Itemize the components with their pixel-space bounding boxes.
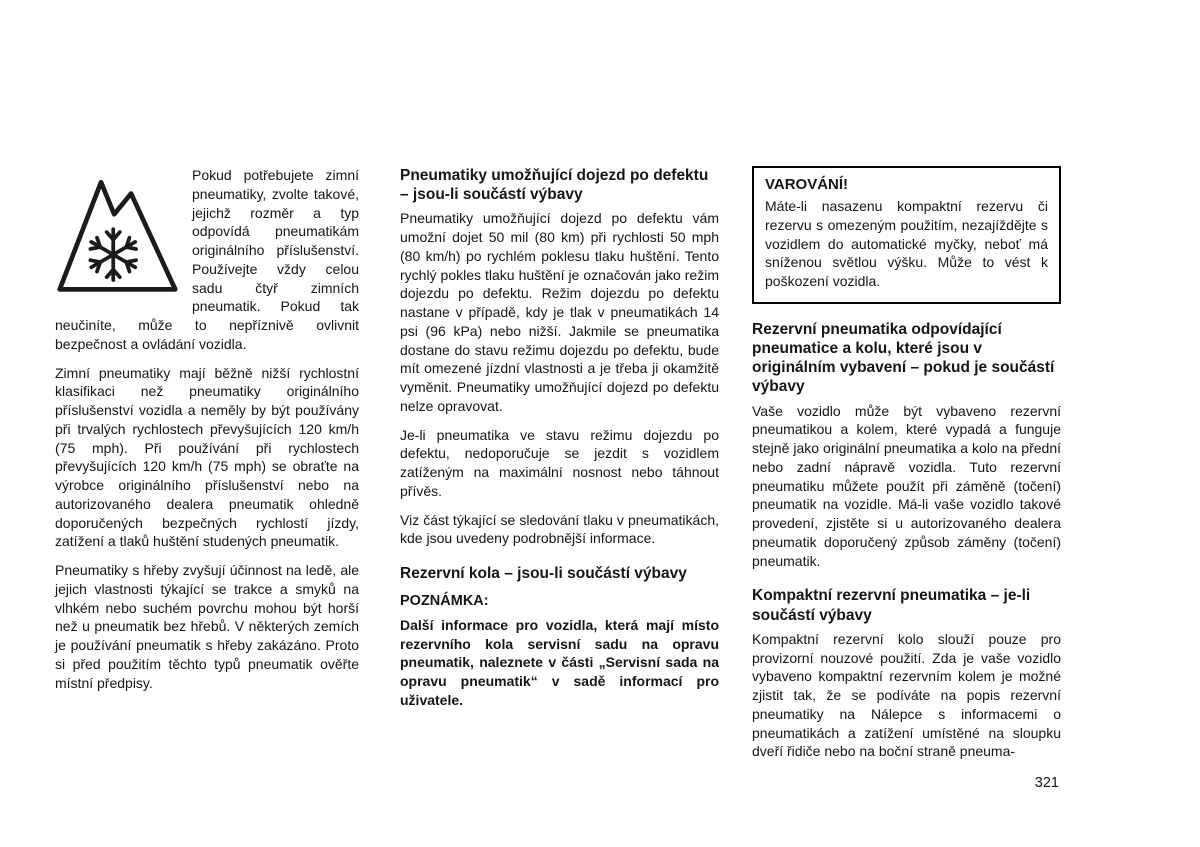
paragraph-winter-tires-intro: Pokud potřebujete zimní pneumatiky, zvolte takové, jejichž rozměr a typ odpovídá pneumatikám originálního příslušenství. Používejte vždy celou sadu čtyř zimních pneumatik. Pokud tak neučiníte, může to nepříznivě ovlivnit bezpečnost a ovládání vozidla.: [55, 167, 359, 352]
paragraph-runflat-3: Viz část týkající se sledování tlaku v pneumatikách, kde jsou uvedeny podrobnější informace.: [400, 511, 719, 547]
section-heading-compact-spare: Kompaktní rezervní pneumatika – je-li součástí výbavy: [752, 587, 1031, 624]
warning-box: [752, 166, 1061, 304]
section-heading-runflat: Pneumatiky umožňující dojezd po defektu – jsou-li součástí výbavy: [400, 167, 709, 204]
section-heading-matching-spare: Rezervní pneumatika odpovídající pneumatice a kolu, které jsou v originálním vybavení – pokud je součástí výbavy: [752, 320, 1055, 396]
paragraph-runflat-1: Pneumatiky umožňující dojezd po defektu vám umožní dojet 50 mil (80 km) při rychlosti 50 mph (80 km/h) po rychlém poklesu tlaku huštění. Tento rychlý pokles tlaku huštění je označován jako režim dojezdu po defektu. Režim dojezdu po defektu nastane v případě, kdy je tlak v pneumatikách 14 psi (96 kPa) nebo nižší. Jakmile se pneumatika dostane do stavu režimu dojezdu po defektu, bude mít omezené jízdní vlastnosti a je třeba ji okamžitě vyměnit. Pneumatiky umožňující dojezd po defektu nelze opravovat.: [400, 210, 719, 414]
middle-column: [400, 166, 719, 710]
section-heading-spare-wheels: Rezervní kola – jsou-li součástí výbavy: [400, 565, 687, 583]
warning-text: Máte-li nasazenu kompaktní rezervu či rezervu s omezeným použitím, nezajíždějte s vozidlem do automatické myčky, neboť má sníženou světlou výšku. Může to vést k poškození vozidla.: [765, 198, 1048, 289]
winter-tire-snowflake-icon: [55, 172, 179, 294]
paragraph-studded-tires: Pneumatiky s hřeby zvyšují účinnost na ledě, ale jejich vlastnosti týkající se trakce a smyků na vlhkém nebo suchém povrchu mohou být horší než u pneumatik bez hřebů. V některých zemích je používání pneumatik s hřeby zakázáno. Proto si před použitím těchto typů pneumatik ověřte místní předpisy.: [55, 562, 359, 691]
paragraph-matching-spare: Vaše vozidlo může být vybaveno rezervní pneumatikou a kolem, které vypadá a funguje stejně jako originální pneumatika a kolo na přední nebo zadní nápravě vozidla. Tuto rezervní pneumatiku můžete použít při záměně (točení) pneumatik na vozidle. Má-li vaše vozidlo takové provedení, zjistěte si u autorizovaného dealera pneumatik doporučený způsob záměny (točení) pneumatik.: [752, 402, 1061, 569]
paragraph-runflat-2: Je-li pneumatika ve stavu režimu dojezdu po defektu, nedoporučuje se jezdit s vozidlem zatíženým na maximální nosnost nebo táhnout přívěs.: [400, 426, 719, 499]
paragraph-winter-tires-speed: Zimní pneumatiky mají běžně nižší rychlostní klasifikaci než pneumatiky originálního příslušenství vozidla a neměly by být používány při trvalých rychlostech převyšujících 120 km/h (75 mph). Při používání při rychlostech převyšujících 120 km/h (75 mph) se obraťte na výrobce originálního příslušenství nebo na autorizovaného dealera pneumatik ohledně doporučených bezpečných rychlostí jízdy, zatížení a tlaků huštění studených pneumatik.: [55, 364, 359, 550]
right-column: [752, 166, 1061, 791]
paragraph-compact-spare: Kompaktní rezervní kolo slouží pouze pro provizorní nouzové použití. Zda je vaše vozidlo vybaveno kompaktní rezervním kolem je možné zjistit tak, že se podíváte na popis rezervní pneumatiky na Nálepce s informacemi o pneumatikách a zatížení umístěné na sloupku dveří řidiče nebo na boční straně pneuma-: [752, 630, 1061, 760]
winter-tire-intro-block: [55, 166, 359, 354]
warning-title: VAROVÁNÍ!: [765, 176, 849, 193]
note-paragraph: Další informace pro vozidla, která mají místo rezervního kola servisní sadu na opravu pneumatik, naleznete v části „Servisní sada na opravu pneumatik“ v sadě informací pro uživatele.: [400, 616, 719, 708]
note-label: POZNÁMKA:: [400, 593, 489, 610]
page-number: 321: [1034, 775, 1059, 792]
left-column: [55, 166, 359, 692]
